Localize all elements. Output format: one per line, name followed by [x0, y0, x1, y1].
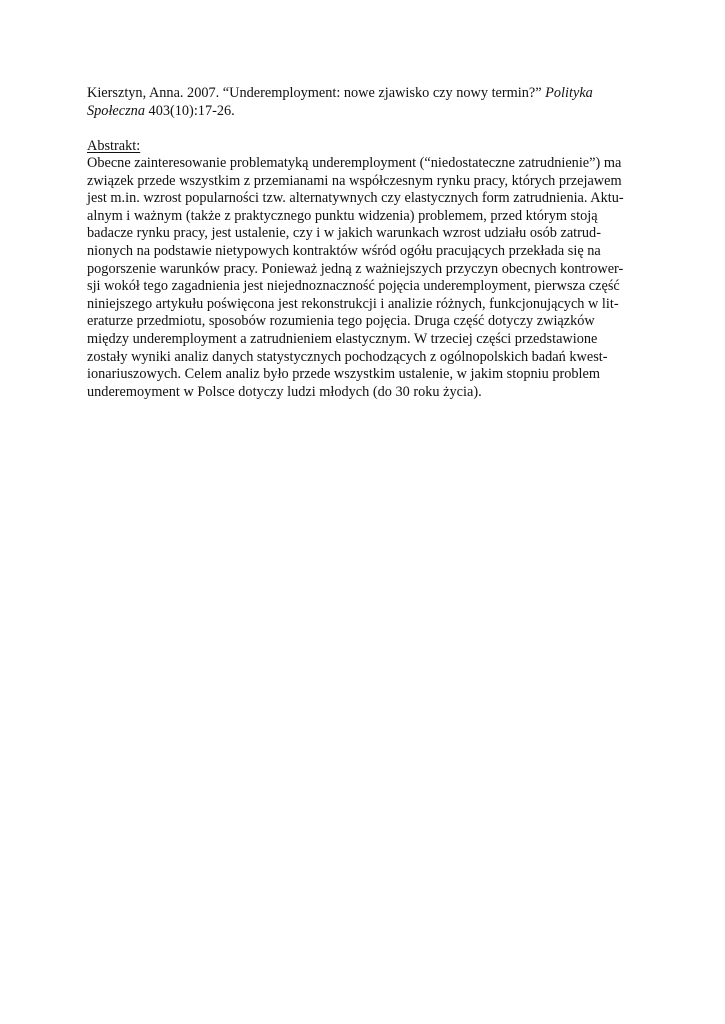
abstract-line: badacze rynku pracy, jest ustalenie, czy i w jakich warunkach wzrost udziału osób zatrud-	[87, 225, 601, 242]
citation-volume-pages: 403(10):17-26.	[144, 102, 235, 119]
abstract-line: związek przede wszystkim z przemianami na współczesnym rynku pracy, których przejawem	[87, 172, 622, 189]
abstract-line: jest m.in. wzrost popularności tzw. alternatywnych czy elastycznych form zatrudnienia. Aktu-	[87, 190, 624, 207]
citation	[87, 85, 662, 120]
abstract-line: ionariuszowych. Celem analiz było przede wszystkim ustalenie, w jakim stopniu problem	[87, 366, 600, 383]
citation-journal-part-2: Społeczna	[87, 102, 145, 119]
citation-journal-part-1: Polityka	[545, 85, 593, 101]
abstract-line: nionych na podstawie nietypowych kontraktów wśród ogółu pracujących przekłada się na	[87, 242, 601, 259]
citation-author-title: Kiersztyn, Anna. 2007. “Underemployment: nowe zjawisko czy nowy termin?”	[87, 85, 546, 101]
abstract-line: niniejszego artykułu poświęcona jest rekonstrukcji i analizie różnych, funkcjonujących w lit-	[87, 295, 619, 312]
abstract-line: między underemployment a zatrudnieniem elastycznym. W trzeciej części przedstawione	[87, 330, 598, 347]
abstract-line: Obecne zainteresowanie problematyką underemployment (“niedostateczne zatrudnienie”) ma	[87, 155, 622, 171]
abstract-line: eraturze przedmiotu, sposobów rozumienia tego pojęcia. Druga część dotyczy związków	[87, 313, 595, 330]
abstract-heading: Abstrakt:	[87, 138, 141, 154]
abstract-line: sji wokół tego zagadnienia jest niejednoznaczność pojęcia underemployment, pierwsza część	[87, 278, 620, 295]
abstract-line: underemoyment w Polsce dotyczy ludzi młodych (do 30 roku życia).	[87, 383, 482, 400]
abstract-line: alnym i ważnym (także z praktycznego punktu widzenia) problemem, przed którym stoją	[87, 207, 598, 224]
abstract-line: zostały wyniki analiz danych statystycznych pochodzących z ogólnopolskich badań kwest-	[87, 348, 608, 365]
citation-line-2	[87, 102, 662, 121]
abstract-line: pogorszenie warunków pracy. Ponieważ jedną z ważniejszych przyczyn obecnych kontrower-	[87, 260, 624, 277]
citation-line-1	[87, 85, 662, 103]
abstract-body	[87, 155, 647, 401]
